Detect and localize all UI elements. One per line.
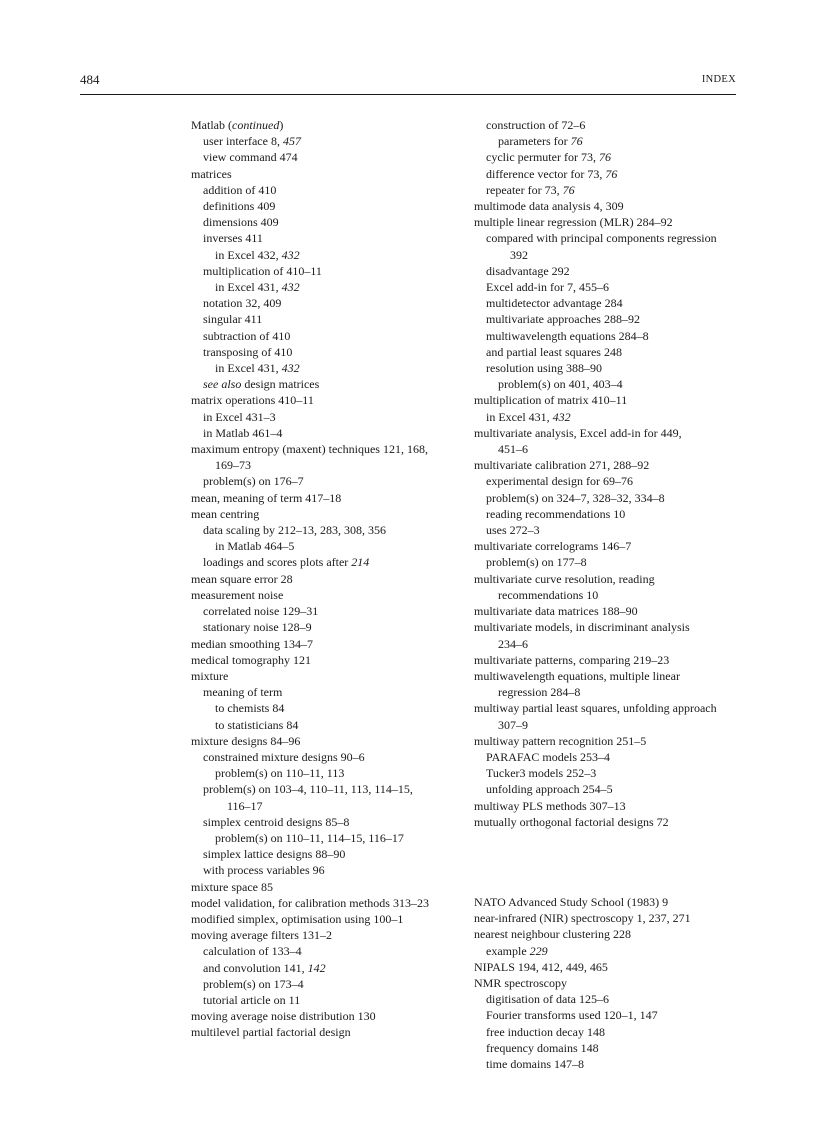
index-column-right: [474, 117, 746, 1072]
entry-text: compared with principal components regression: [486, 231, 717, 246]
entry-text: problem(s) on 324–7, 328–32, 334–8: [486, 490, 665, 505]
entry-text: data scaling by 212–13, 283, 308, 356: [203, 523, 386, 538]
index-entry: [191, 668, 463, 684]
entry-text: 457: [282, 134, 301, 149]
index-subentry: [486, 263, 746, 279]
entry-text: 307–9: [498, 717, 528, 732]
index-subentry: [498, 717, 746, 733]
entry-text: multiway PLS methods 307–13: [474, 798, 626, 813]
index-subentry: [486, 991, 746, 1007]
entry-text: problem(s) on 110–11, 113: [215, 766, 345, 781]
entry-text: cyclic permuter for 73,: [486, 150, 599, 165]
index-entry: [191, 1024, 463, 1040]
index-subentry: [215, 700, 463, 716]
index-subentry: [203, 311, 463, 327]
entry-text: 229: [529, 943, 548, 958]
entry-text: moving average filters 131–2: [191, 928, 332, 943]
index-entry: [474, 733, 746, 749]
entry-text: multiway pattern recognition 251–5: [474, 733, 647, 748]
entry-text: regression 284–8: [498, 685, 581, 700]
index-entry: [191, 506, 463, 522]
entry-text: meaning of term: [203, 685, 283, 700]
entry-text: multivariate patterns, comparing 219–23: [474, 652, 670, 667]
entry-text: matrix operations 410–11: [191, 393, 314, 408]
entry-text: simplex centroid designs 85–8: [203, 814, 350, 829]
entry-text: medical tomography 121: [191, 652, 311, 667]
index-subentry: [486, 473, 746, 489]
entry-text: 76: [570, 134, 583, 149]
index-subentry: [203, 554, 463, 570]
entry-text: simplex lattice designs 88–90: [203, 847, 346, 862]
entry-text: multidetector advantage 284: [486, 296, 623, 311]
index-entry: [474, 894, 746, 910]
entry-text: time domains 147–8: [486, 1056, 584, 1071]
entry-text: multiwavelength equations, multiple linear: [474, 668, 680, 683]
page-header: [80, 72, 736, 90]
index-subentry: [486, 182, 746, 198]
index-subentry: [203, 846, 463, 862]
index-entry: [474, 798, 746, 814]
entry-text: calculation of 133–4: [203, 944, 302, 959]
entry-text: multivariate correlograms 146–7: [474, 539, 632, 554]
index-entry: [191, 571, 463, 587]
index-subentry: [203, 149, 463, 165]
entry-text: subtraction of 410: [203, 328, 291, 343]
entry-text: experimental design for 69–76: [486, 474, 633, 489]
index-entry: [474, 619, 746, 635]
index-subentry: [203, 619, 463, 635]
entry-text: problem(s) on 177–8: [486, 555, 587, 570]
entry-text: correlated noise 129–31: [203, 604, 319, 619]
entry-text: transposing of 410: [203, 344, 293, 359]
entry-text: Excel add-in for 7, 455–6: [486, 280, 609, 295]
index-entry: [191, 166, 463, 182]
index-subentry: [203, 862, 463, 878]
entry-text: PARAFAC models 253–4: [486, 749, 611, 764]
index-subentry: [215, 457, 463, 473]
index-subentry: [203, 976, 463, 992]
entry-text: moving average noise distribution 130: [191, 1009, 376, 1024]
index-subentry: [486, 554, 746, 570]
index-subentry: [486, 295, 746, 311]
index-subentry: [203, 814, 463, 830]
entry-text: near-infrared (NIR) spectroscopy 1, 237, 271: [474, 911, 691, 926]
index-subentry: [498, 441, 746, 457]
index-subentry: [203, 943, 463, 959]
entry-text: multivariate models, in discriminant analysis: [474, 620, 690, 635]
entry-text: digitisation of data 125–6: [486, 992, 609, 1007]
index-subentry: [486, 506, 746, 522]
entry-text: NMR spectroscopy: [474, 975, 567, 990]
index-entry: [474, 700, 746, 716]
entry-text: 76: [562, 182, 575, 197]
entry-text: singular 411: [203, 312, 263, 327]
index-entry: [191, 490, 463, 506]
index-subentry: [203, 684, 463, 700]
entry-text: NATO Advanced Study School (1983) 9: [474, 894, 669, 909]
entry-text: maximum entropy (maxent) techniques 121, 168,: [191, 442, 428, 457]
index-subentry: [486, 1007, 746, 1023]
index-subentry: [486, 279, 746, 295]
entry-text: in Excel 431–3: [203, 409, 276, 424]
entry-text: inverses 411: [203, 231, 263, 246]
index-entry: [191, 652, 463, 668]
letter-group-gap: [474, 830, 746, 894]
index-entry: [191, 733, 463, 749]
index-subentry: [203, 263, 463, 279]
index-entry: [474, 603, 746, 619]
entry-text: 76: [598, 150, 611, 165]
entry-text: mean, meaning of term 417–18: [191, 490, 342, 505]
entry-text: notation 32, 409: [203, 296, 282, 311]
header-rule: [80, 94, 736, 95]
entry-text: mean centring: [191, 506, 260, 521]
entry-text: 234–6: [498, 636, 528, 651]
index-subentry: [203, 603, 463, 619]
entry-text: unfolding approach 254–5: [486, 782, 613, 797]
index-subentry: [486, 311, 746, 327]
index-subentry: [203, 182, 463, 198]
entry-text: multiway partial least squares, unfolding approach: [474, 701, 717, 716]
entry-text: to statisticians 84: [215, 717, 299, 732]
entry-text: see also: [203, 377, 242, 392]
entry-text: 432: [281, 280, 300, 295]
entry-text: multiplication of matrix 410–11: [474, 393, 628, 408]
entry-text: reading recommendations 10: [486, 506, 626, 521]
index-entry: [191, 587, 463, 603]
index-subentry: [510, 247, 746, 263]
index-entry: [474, 975, 746, 991]
index-subentry: [486, 149, 746, 165]
index-subentry: [486, 328, 746, 344]
entry-text: 432: [281, 361, 300, 376]
index-subentry: [203, 992, 463, 1008]
entry-text: multimode data analysis 4, 309: [474, 199, 624, 214]
index-subentry: [215, 538, 463, 554]
entry-text: in Excel 431,: [215, 280, 282, 295]
entry-text: problem(s) on 401, 403–4: [498, 377, 623, 392]
entry-text: with process variables 96: [203, 863, 325, 878]
entry-text: in Matlab 464–5: [215, 539, 295, 554]
index-subentry: [203, 328, 463, 344]
entry-text: mixture space 85: [191, 879, 273, 894]
entry-text: 116–17: [227, 798, 263, 813]
entry-text: problem(s) on 110–11, 114–15, 116–17: [215, 830, 404, 845]
index-entry: [191, 392, 463, 408]
index-subentry: [203, 425, 463, 441]
entry-text: NIPALS 194, 412, 449, 465: [474, 959, 608, 974]
index-subentry: [486, 1024, 746, 1040]
entry-text: free induction decay 148: [486, 1024, 605, 1039]
entry-text: repeater for 73,: [486, 182, 563, 197]
index-subentry: [486, 166, 746, 182]
entry-text: matrices: [191, 166, 232, 181]
index-subentry: [498, 636, 746, 652]
index-subentry: [203, 960, 463, 976]
entry-text: 432: [552, 409, 571, 424]
index-entry: [191, 1008, 463, 1024]
index-subentry: [203, 781, 463, 797]
entry-text: problem(s) on 173–4: [203, 976, 304, 991]
entry-text: 451–6: [498, 442, 528, 457]
index-entry: [191, 879, 463, 895]
entry-text: dimensions 409: [203, 215, 279, 230]
entry-text: multivariate data matrices 188–90: [474, 604, 638, 619]
index-subentry: [486, 765, 746, 781]
index-entry: [474, 214, 746, 230]
entry-text: stationary noise 128–9: [203, 620, 312, 635]
index-subentry: [215, 765, 463, 781]
entry-text: Tucker3 models 252–3: [486, 766, 597, 781]
index-entry: [474, 814, 746, 830]
index-subentry: [203, 295, 463, 311]
index-subentry: [203, 230, 463, 246]
index-entry: [474, 926, 746, 942]
index-entry: [474, 198, 746, 214]
index-subentry: [215, 247, 463, 263]
index-subentry: [215, 360, 463, 376]
entry-text: median smoothing 134–7: [191, 636, 313, 651]
entry-text: frequency domains 148: [486, 1040, 599, 1055]
index-subentry: [486, 1056, 746, 1072]
entry-text: Fourier transforms used 120–1, 147: [486, 1008, 658, 1023]
entry-text: in Excel 431,: [215, 361, 282, 376]
index-subentry: [486, 409, 746, 425]
entry-text: multivariate approaches 288–92: [486, 312, 640, 327]
entry-text: multivariate calibration 271, 288–92: [474, 458, 650, 473]
entry-text: mixture designs 84–96: [191, 733, 301, 748]
index-entry: [191, 895, 463, 911]
index-subentry: [486, 230, 746, 246]
index-subentry: [498, 376, 746, 392]
entry-text: constrained mixture designs 90–6: [203, 749, 365, 764]
entry-text: measurement noise: [191, 587, 284, 602]
index-subentry: [215, 279, 463, 295]
entry-text: continued: [232, 118, 280, 132]
entry-text: design matrices: [241, 377, 320, 392]
index-entry: [474, 652, 746, 668]
entry-text: multivariate curve resolution, reading: [474, 571, 655, 586]
entry-text: resolution using 388–90: [486, 361, 602, 376]
entry-text: in Excel 432,: [215, 247, 282, 262]
index-entry: [474, 571, 746, 587]
index-subentry: [203, 522, 463, 538]
running-head: INDEX: [701, 74, 736, 85]
entry-text: and partial least squares 248: [486, 344, 622, 359]
index-entry: [474, 910, 746, 926]
entry-text: model validation, for calibration methods 313–23: [191, 895, 429, 910]
index-subentry: [498, 684, 746, 700]
index-subentry: [486, 522, 746, 538]
entry-text: 76: [605, 166, 618, 181]
entry-text: 169–73: [215, 458, 251, 473]
entry-text: tutorial article on 11: [203, 992, 301, 1007]
index-subentry: [203, 409, 463, 425]
entry-text: mixture: [191, 668, 229, 683]
index-subentry: [486, 749, 746, 765]
entry-text: in Matlab 461–4: [203, 425, 283, 440]
index-column-left: [191, 117, 463, 1041]
index-subentry: [203, 198, 463, 214]
index-subentry: [203, 749, 463, 765]
entry-text: ): [279, 118, 284, 132]
entry-text: user interface 8,: [203, 134, 283, 149]
entry-text: Matlab (: [191, 118, 232, 132]
index-subentry: [203, 344, 463, 360]
index-entry: [474, 425, 746, 441]
entry-text: in Excel 431,: [486, 409, 553, 424]
index-entry: [191, 636, 463, 652]
entry-text: nearest neighbour clustering 228: [474, 927, 631, 942]
index-subentry: [498, 133, 746, 149]
entry-text: mean square error 28: [191, 571, 293, 586]
index-entry: [474, 457, 746, 473]
index-subentry: [203, 473, 463, 489]
entry-text: 142: [307, 960, 326, 975]
index-subentry: [203, 376, 463, 392]
entry-text: and convolution 141,: [203, 960, 308, 975]
index-subentry: [227, 798, 463, 814]
index-subentry: [215, 830, 463, 846]
index-subentry: [486, 117, 746, 133]
entry-text: difference vector for 73,: [486, 166, 606, 181]
index-entry: [191, 117, 463, 133]
index-subentry: [215, 717, 463, 733]
entry-text: to chemists 84: [215, 701, 285, 716]
entry-text: definitions 409: [203, 199, 276, 214]
entry-text: 214: [351, 555, 370, 570]
entry-text: addition of 410: [203, 182, 277, 197]
entry-text: mutually orthogonal factorial designs 72: [474, 814, 669, 829]
index-entry: [474, 392, 746, 408]
entry-text: parameters for: [498, 134, 571, 149]
entry-text: construction of 72–6: [486, 118, 586, 132]
entry-text: multiwavelength equations 284–8: [486, 328, 649, 343]
index-subentry: [498, 587, 746, 603]
index-entry: [474, 959, 746, 975]
entry-text: problem(s) on 176–7: [203, 474, 304, 489]
entry-text: modified simplex, optimisation using 100–1: [191, 911, 404, 926]
index-subentry: [486, 781, 746, 797]
index-entry: [191, 927, 463, 943]
index-subentry: [486, 344, 746, 360]
index-entry: [474, 538, 746, 554]
entry-text: example: [486, 943, 530, 958]
page-number: 484: [80, 72, 100, 87]
entry-text: recommendations 10: [498, 587, 599, 602]
index-entry: [191, 911, 463, 927]
index-subentry: [203, 133, 463, 149]
index-subentry: [486, 490, 746, 506]
entry-text: loadings and scores plots after: [203, 555, 352, 570]
entry-text: multilevel partial factorial design: [191, 1025, 351, 1040]
entry-text: multiplication of 410–11: [203, 263, 322, 278]
index-subentry: [486, 1040, 746, 1056]
entry-text: uses 272–3: [486, 523, 540, 538]
entry-text: problem(s) on 103–4, 110–11, 113, 114–15,: [203, 782, 413, 797]
index-subentry: [486, 360, 746, 376]
entry-text: multivariate analysis, Excel add-in for 449,: [474, 425, 682, 440]
entry-text: multiple linear regression (MLR) 284–92: [474, 215, 673, 230]
entry-text: disadvantage 292: [486, 263, 570, 278]
index-entry: [474, 668, 746, 684]
index-subentry: [486, 943, 746, 959]
index-subentry: [203, 214, 463, 230]
entry-text: view command 474: [203, 150, 298, 165]
entry-text: 432: [281, 247, 300, 262]
index-entry: [191, 441, 463, 457]
entry-text: 392: [510, 247, 528, 262]
